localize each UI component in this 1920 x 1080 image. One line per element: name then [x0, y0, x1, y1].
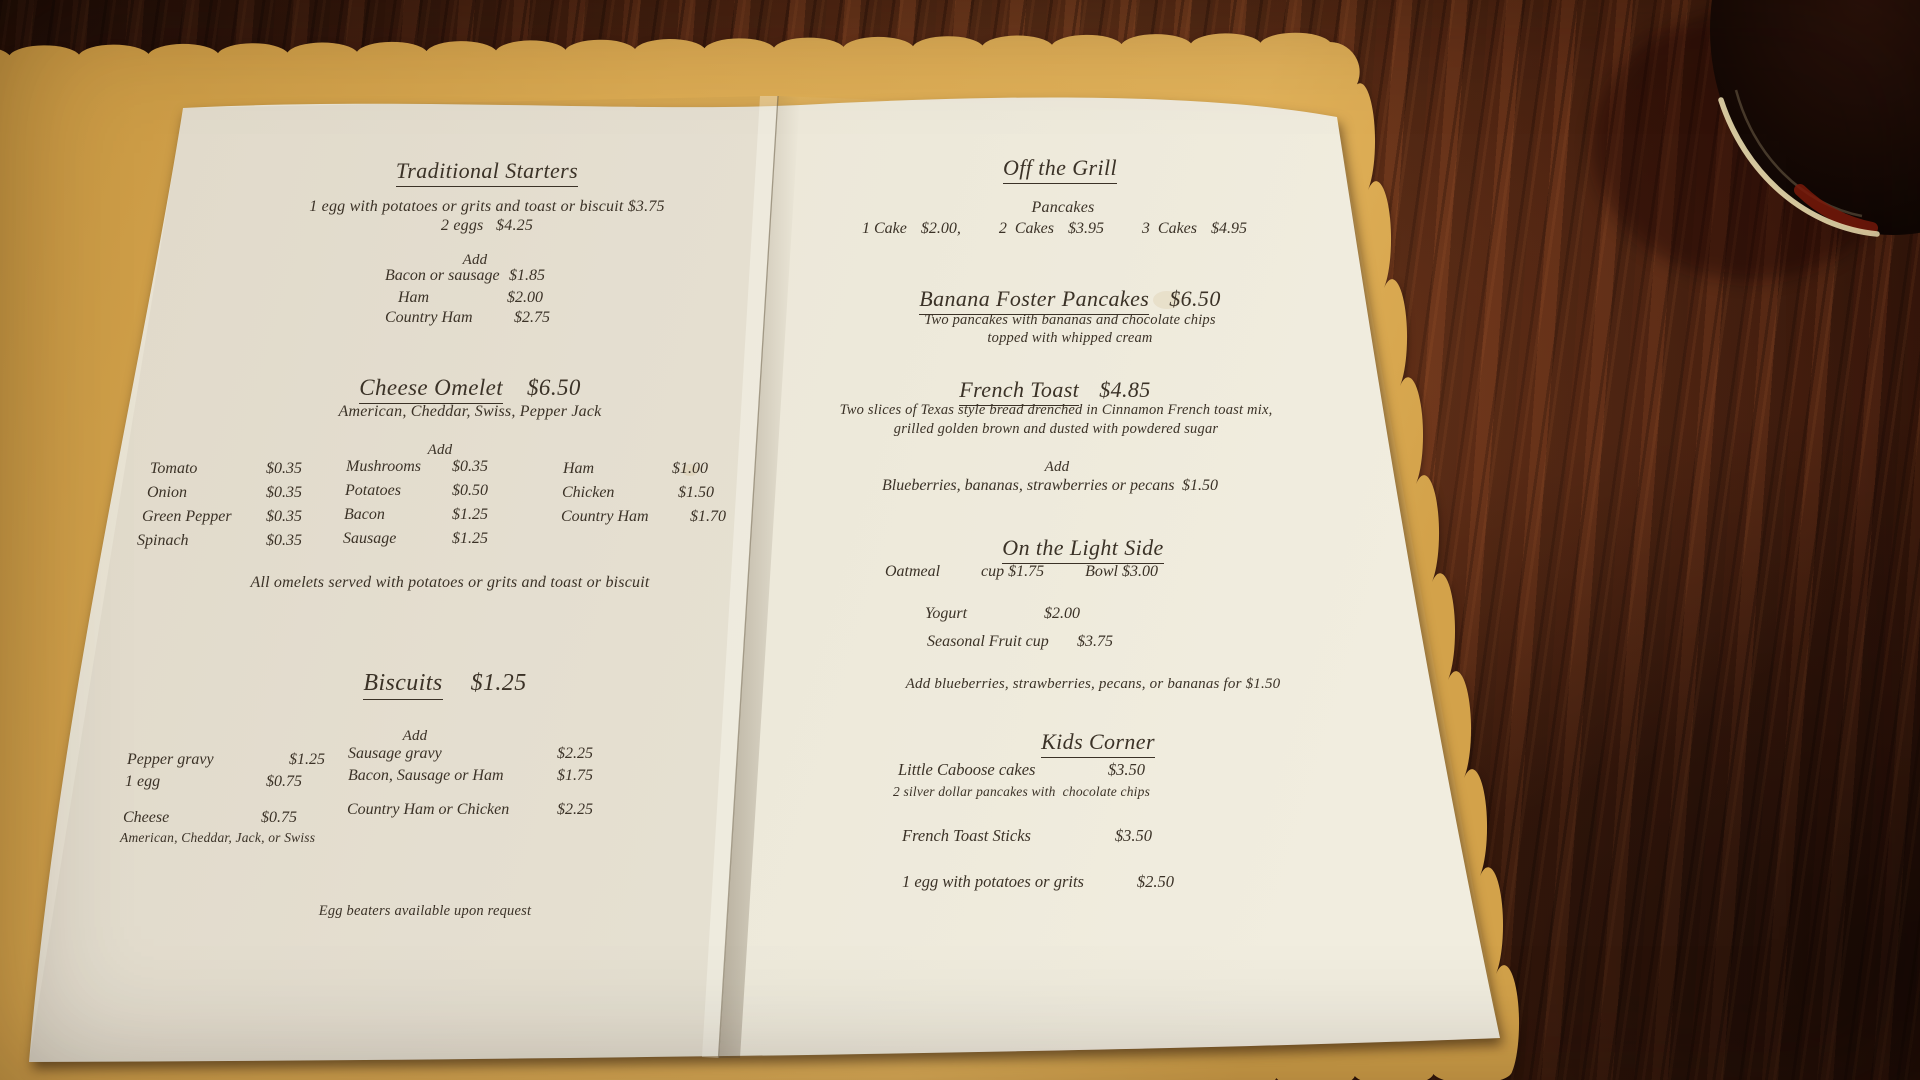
item-name: Tomato — [150, 460, 198, 477]
item-price: $0.75 — [261, 809, 297, 826]
menu-line — [563, 459, 708, 478]
menu-line — [927, 632, 1113, 651]
item-name: French Toast Sticks — [902, 826, 1031, 845]
item-price: $1.50 — [678, 484, 714, 501]
item-price: $1.25 — [452, 506, 488, 523]
item-price: $1.25 — [452, 530, 488, 547]
pancake-option — [999, 219, 1104, 238]
starters-add-label: Add — [462, 252, 488, 268]
item-name: Onion — [147, 484, 187, 501]
menu-line — [142, 507, 302, 526]
french-toast-price: $4.85 — [1099, 377, 1151, 402]
item-name: Cheese — [123, 809, 170, 826]
item-price: $1.70 — [690, 508, 726, 525]
item-name: Chicken — [562, 484, 615, 501]
omelet-heading — [320, 374, 620, 404]
banana-desc1: Two pancakes with bananas and chocolate chips — [924, 312, 1216, 328]
french-toast-desc1: Two slices of Texas style bread drenched in Cinnamon French toast mix, — [839, 402, 1273, 418]
item-name: Ham — [398, 289, 430, 306]
item-price: $2.00 — [507, 289, 543, 306]
menu-line — [385, 308, 550, 327]
light-side-title: On the Light Side — [1002, 535, 1163, 564]
menu-line — [127, 750, 325, 769]
french-toast-add-line — [882, 476, 1218, 495]
banana-desc2: topped with whipped cream — [987, 330, 1153, 346]
item-name: Yogurt — [925, 605, 968, 622]
item-name: 1 egg with potatoes or grits — [902, 872, 1084, 891]
item-name: Sausage — [343, 530, 397, 547]
item-name: Potatoes — [345, 482, 401, 499]
option-qty: 1 Cake — [862, 220, 907, 237]
option-qty: 2 Cakes — [998, 220, 1054, 237]
item-name: Seasonal Fruit cup — [927, 633, 1049, 650]
menu-line — [343, 529, 488, 548]
item-price: $0.35 — [266, 532, 302, 549]
pancake-option — [862, 219, 961, 238]
option-price: $4.95 — [1211, 220, 1247, 237]
item-price: $0.50 — [452, 482, 488, 499]
menu-line — [562, 483, 714, 502]
omelet-add-label: Add — [427, 442, 453, 458]
item-price: $2.75 — [514, 309, 550, 326]
item-name: Country Ham — [385, 309, 473, 326]
item-price: $0.35 — [452, 458, 488, 475]
item-name: Little Caboose cakes — [898, 760, 1036, 779]
french-toast-add-label: Add — [1044, 459, 1070, 475]
item-name: Sausage gravy — [348, 745, 442, 762]
starters-line1: 1 egg with potatoes or grits and toast or biscuit $3.75 — [309, 198, 665, 215]
item-price: $0.35 — [266, 460, 302, 477]
menu-line — [345, 481, 488, 500]
pancakes-prices — [862, 219, 1247, 238]
item-price: $3.75 — [1077, 633, 1113, 650]
item-price: $3.50 — [1114, 826, 1152, 845]
oatmeal-cup-price: cup $1.75 — [981, 563, 1045, 580]
option-qty: 3 Cakes — [1141, 220, 1197, 237]
menu-line — [348, 744, 593, 763]
oatmeal-line — [885, 562, 1158, 581]
item-price: $0.75 — [266, 773, 302, 790]
menu-line — [898, 760, 1145, 780]
item-price: $2.00 — [1044, 605, 1080, 622]
menu-line — [344, 505, 488, 524]
menu-line — [125, 772, 302, 791]
item-name: Mushrooms — [346, 458, 421, 475]
item-name: Pepper gravy — [127, 751, 214, 768]
french-toast-desc2: grilled golden brown and dusted with powdered sugar — [893, 421, 1219, 437]
omelet-title: Cheese Omelet — [359, 374, 503, 404]
egg-beaters-note: Egg beaters available upon request — [318, 903, 532, 919]
omelet-price: $6.50 — [527, 375, 581, 400]
menu-line — [385, 266, 545, 285]
banana-price: $6.50 — [1169, 286, 1221, 311]
item-name: Bacon or sausage — [385, 267, 500, 284]
oatmeal-bowl-price: Bowl $3.00 — [1085, 563, 1158, 580]
banana-title: Banana Foster Pancakes — [919, 286, 1149, 315]
kids-item-desc: 2 silver dollar pancakes with chocolate chips — [893, 784, 1151, 799]
item-name: Country Ham — [561, 508, 649, 525]
item-price: $1.00 — [672, 460, 708, 477]
menu-line — [123, 808, 297, 827]
starters-heading — [327, 158, 647, 187]
item-name: Blueberries, bananas, strawberries or pecans — [882, 477, 1175, 494]
grill-heading — [940, 155, 1180, 184]
item-price: $1.85 — [509, 267, 545, 284]
item-price: $0.35 — [266, 484, 302, 501]
biscuits-left-note: American, Cheddar, Jack, or Swiss — [120, 830, 316, 845]
item-name: 1 egg — [125, 773, 161, 790]
menu-line — [147, 483, 302, 502]
starters-title: Traditional Starters — [396, 158, 578, 187]
pancakes-item: Pancakes — [1031, 199, 1095, 216]
menu-line — [137, 531, 302, 550]
item-name: Green Pepper — [142, 508, 232, 525]
biscuits-title: Biscuits — [363, 669, 442, 700]
item-name: Bacon — [344, 506, 385, 523]
menu-line — [902, 826, 1152, 846]
item-price: $3.50 — [1107, 760, 1145, 779]
french-toast-title: French Toast — [959, 377, 1079, 406]
menu-line — [150, 459, 302, 478]
option-price: $2.00, — [920, 220, 961, 237]
biscuits-heading — [300, 669, 590, 700]
item-price: $2.25 — [557, 745, 593, 762]
banana-heading — [900, 286, 1240, 315]
kids-heading — [998, 729, 1198, 758]
item-price: $2.50 — [1136, 872, 1174, 891]
item-price: $2.25 — [557, 801, 593, 818]
menu-line — [346, 457, 488, 476]
menu-line — [925, 604, 1080, 623]
pancake-option — [1142, 219, 1247, 238]
grill-title: Off the Grill — [1003, 155, 1117, 184]
kids-title: Kids Corner — [1041, 729, 1155, 758]
light-side-heading — [973, 535, 1193, 564]
starters-line2: 2 eggs $4.25 — [440, 217, 534, 234]
menu-line — [347, 800, 593, 819]
biscuits-price: $1.25 — [470, 670, 527, 696]
item-name: Ham — [563, 460, 595, 477]
biscuits-add-label: Add — [402, 728, 428, 744]
menu-line — [398, 288, 543, 307]
item-name: Oatmeal — [885, 563, 941, 580]
item-name: Country Ham or Chicken — [347, 801, 510, 818]
menu-line — [902, 872, 1174, 892]
item-price: $1.75 — [557, 767, 593, 784]
item-price: $1.25 — [289, 751, 325, 768]
omelet-note: All omelets served with potatoes or grits and toast or biscuit — [250, 574, 650, 591]
item-name: Spinach — [137, 532, 189, 549]
option-price: $3.95 — [1067, 220, 1104, 237]
item-name: Bacon, Sausage or Ham — [348, 767, 504, 784]
menu-line — [348, 766, 593, 785]
light-side-note: Add blueberries, strawberries, pecans, or bananas for $1.50 — [905, 676, 1281, 692]
omelet-subtitle: American, Cheddar, Swiss, Pepper Jack — [338, 403, 602, 420]
item-price: $0.35 — [266, 508, 302, 525]
item-price: $1.50 — [1182, 477, 1218, 494]
menu-line — [561, 507, 726, 526]
